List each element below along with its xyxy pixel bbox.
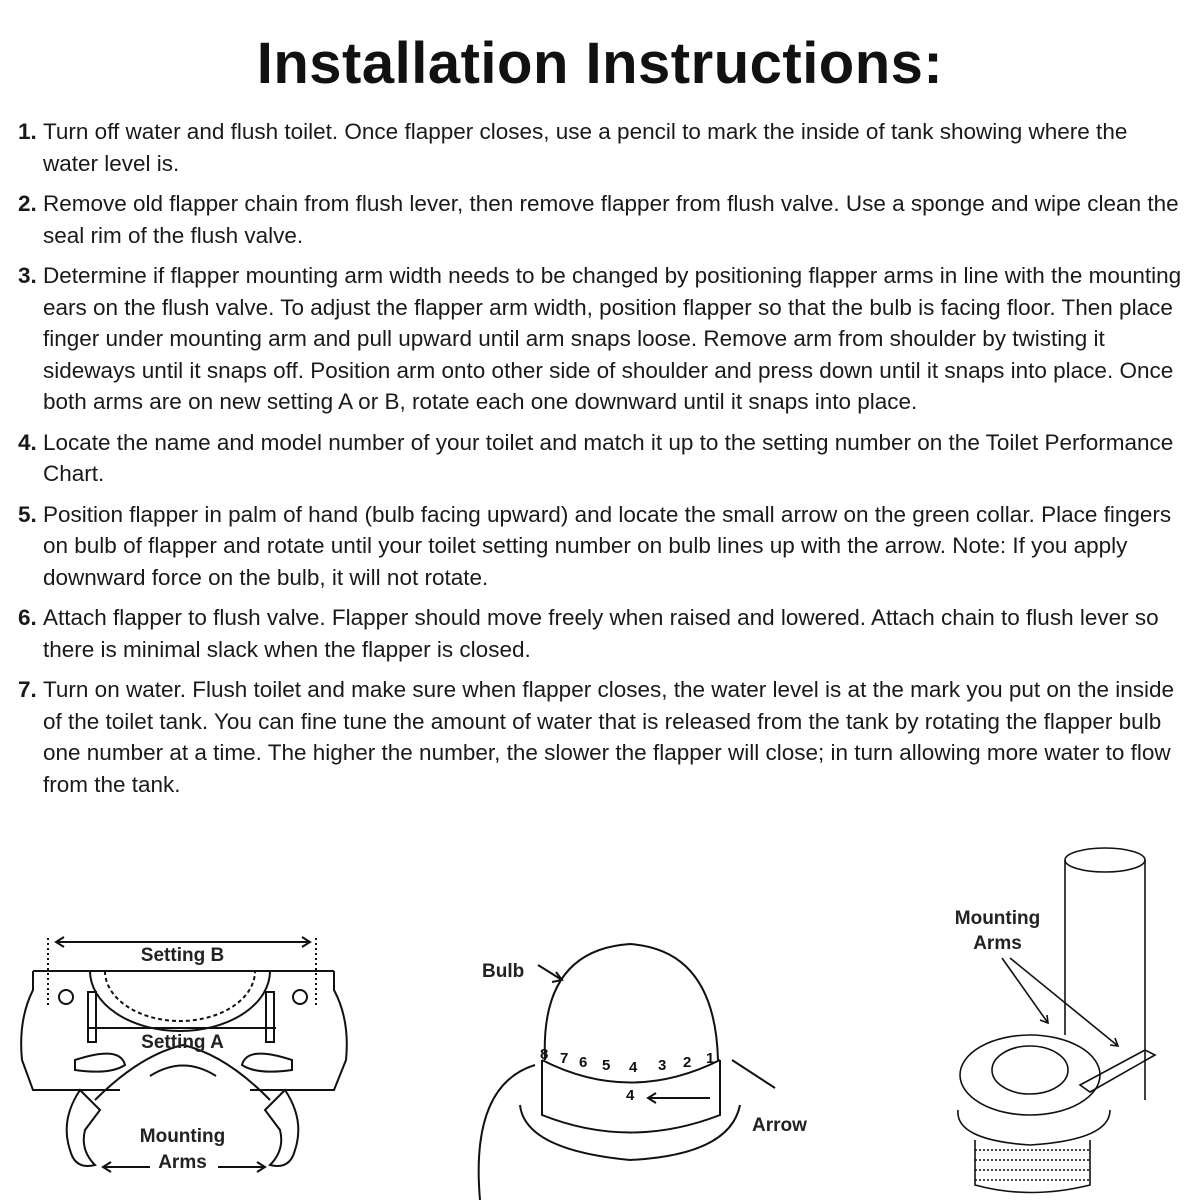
bulb-dial-diagram — [470, 920, 830, 1200]
step-text: Turn on water. Flush toilet and make sure when flapper closes, the water level is at the mark you put on the inside of the toilet tank. You can fine tune the amount of water that is released from the tank by rotating the flapper bulb one number at a time. The higher the number, the slower the flapper will close; in turn allowing more water to flow from the tank. — [43, 677, 1175, 797]
arrow-pointer-number: 4 — [626, 1087, 635, 1104]
step-text: Determine if flapper mounting arm width needs to be changed by positioning flapper arms in line with the mounting ears on the flush valve. To adjust the flapper arm width, position flapper so that the bulb is facing floor. Then place finger under mounting arm and pull upward until arm snaps loose. Remove arm from shoulder by twisting it sideways until it snaps off. Position arm onto other side of shoulder and press down until it snaps into place. Once both arms are on new setting A or B, rotate each one downward until it snaps into place. — [43, 263, 1182, 414]
step-1 — [18, 116, 1188, 179]
setting-b-label: Setting B — [140, 945, 225, 966]
flapper-arms-diagram — [0, 880, 400, 1200]
dial-number: 7 — [560, 1050, 569, 1067]
step-text: Turn off water and flush toilet. Once flapper closes, use a pencil to mark the inside of tank showing where the water level is. — [43, 119, 1128, 176]
step-4 — [18, 427, 1188, 490]
flush-valve-diagram — [920, 840, 1200, 1200]
dial-number: 2 — [683, 1054, 692, 1071]
step-number: 2. — [18, 191, 37, 216]
arrow-label: Arrow — [752, 1115, 807, 1136]
step-number: 1. — [18, 119, 37, 144]
bulb-label: Bulb — [482, 961, 525, 982]
mounting-label: Mounting — [139, 1126, 226, 1147]
arms-label: Arms — [158, 1152, 207, 1173]
step-number: 5. — [18, 501, 37, 527]
step-number: 6. — [18, 605, 37, 630]
dial-number: 6 — [579, 1054, 588, 1071]
step-text: Attach flapper to flush valve. Flapper should move freely when raised and lowered. Attach chain to flush lever so there is minimal slack when the flapper is closed. — [43, 605, 1159, 662]
step-6 — [18, 602, 1188, 665]
step-text: Position flapper in palm of hand (bulb facing upward) and locate the small arrow on the green collar. Place fingers on bulb of flapper and rotate until your toilet setting number on bulb lines up with the arrow. Note: If you apply downward force on the bulb, it will not rotate. — [43, 501, 1172, 590]
step-3 — [18, 260, 1188, 418]
page-title: Installation Instructions: — [256, 31, 944, 96]
dial-number: 4 — [629, 1059, 638, 1076]
arms-label: Arms — [973, 933, 1022, 954]
dial-number: 1 — [706, 1050, 715, 1067]
step-7 — [18, 674, 1188, 800]
step-number: 7. — [18, 677, 37, 702]
step-number: 4. — [18, 429, 37, 455]
bulb-number-dial — [540, 1048, 720, 1078]
dial-number: 8 — [540, 1046, 549, 1063]
step-text: Remove old flapper chain from flush lever, then remove flapper from flush valve. Use a sponge and wipe clean the seal rim of the flush valve. — [43, 191, 1179, 248]
mounting-label: Mounting — [954, 908, 1041, 929]
setting-a-label: Setting A — [141, 1032, 224, 1053]
step-number: 3. — [18, 263, 37, 288]
instruction-list — [18, 116, 1188, 809]
step-5 — [18, 499, 1188, 594]
step-text: Locate the name and model number of your toilet and match it up to the setting number on the Toilet Performance Chart. — [43, 429, 1174, 486]
dial-number: 3 — [658, 1057, 667, 1074]
step-2 — [18, 188, 1188, 251]
flush-valve-illustration — [920, 840, 1200, 1200]
dial-number: 5 — [602, 1057, 611, 1074]
